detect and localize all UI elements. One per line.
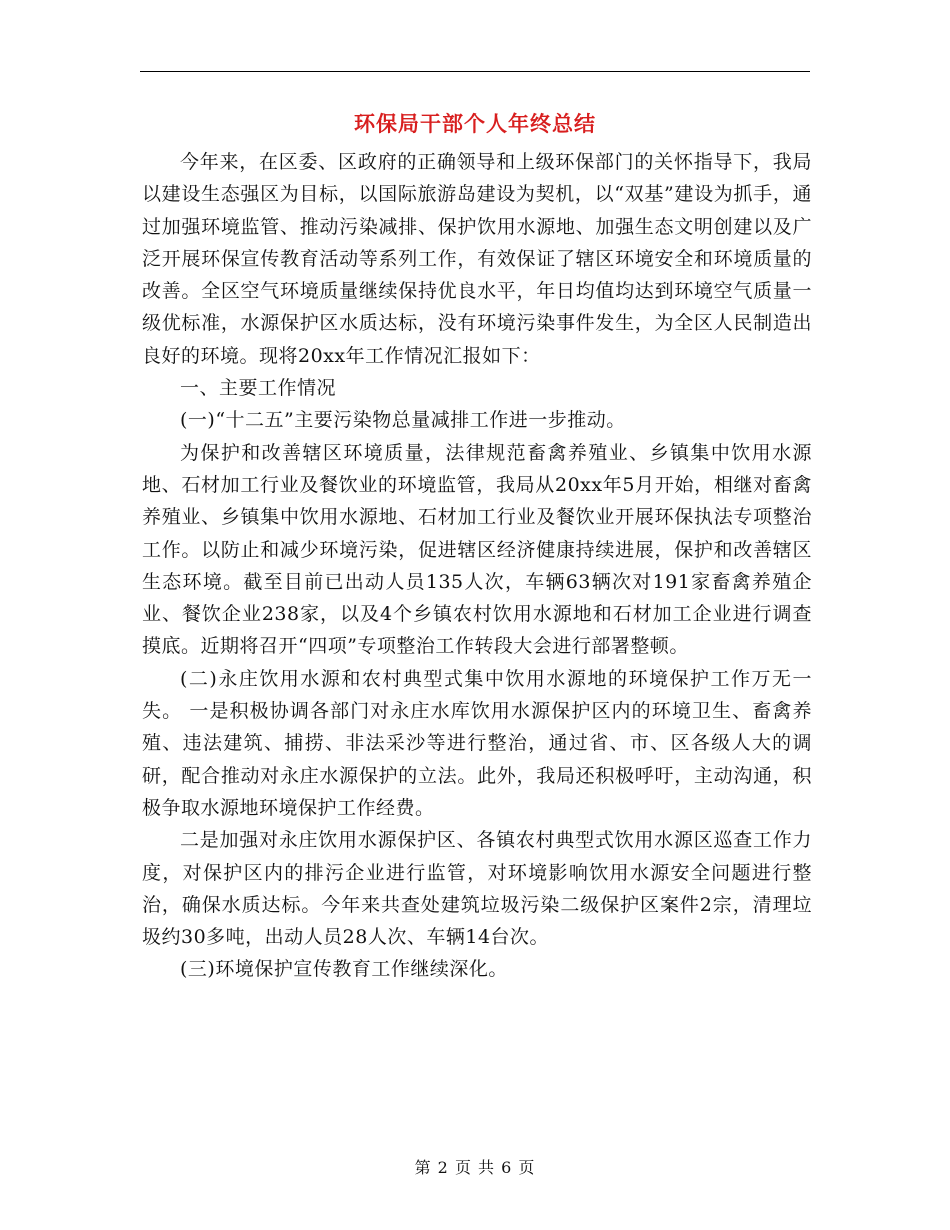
document-title: 环保局干部个人年终总结 xyxy=(354,111,596,136)
header-rule xyxy=(140,71,810,72)
section-heading-main-work: 一、主要工作情况 xyxy=(180,377,337,400)
paragraph-intro: 今年来，在区委、区政府的正确领导和上级环保部门的关怀指导下，我局以建设生态强区为目标，以国际旅游岛建设为契机，以“双基”建设为抓手，通过加强环境监管、推动污染减排、保护饮用水源地、加强生态文明创建以及广泛开展环保宣传教育活动等系列工作，有效保证了辖区环境安全和环境质量的改善。全区空气环境质量继续保持优良水平，年日均值均达到环境空气质量一级优标准，水源保护区水质达标，没有环境污染事件发生，为全区人民制造出良好的环境。现将20xx年工作情况汇报如下： xyxy=(142,151,812,367)
paragraph-enforcement: 为保护和改善辖区环境质量，法律规范畜禽养殖业、乡镇集中饮用水源地、石材加工行业及餐饮业的环境监管，我局从20xx年5月开始，相继对畜禽养殖业、乡镇集中饮用水源地、石材加工行业及餐饮业开展环保执法专项整治工作。以防止和减少环境污染，促进辖区经济健康持续进展，保护和改善辖区生态环境。截至目前已出动人员135人次，车辆63辆次对191家畜禽养殖企业、餐饮企业238家，以及4个乡镇农村饮用水源地和石材加工企业进行调查摸底。近期将召开“四项”专项整治工作转段大会进行部署整顿。 xyxy=(142,441,812,658)
subsection-heading-2: (二)永庄饮用水源和农村典型式集中饮用水源地的环境保护工作万无一失。 一是积极协调各部门对永庄水库饮用水源保护区内的环境卫生、畜禽养殖、违法建筑、捕捞、非法采沙等进行整治，通过省、市、区各级人大的调研，配合推动对永庄水源保护的立法。此外，我局还积极呼吁，主动沟通，积极争取水源地环境保护工作经费。 xyxy=(142,667,812,819)
subsection-heading-3: (三)环境保护宣传教育工作继续深化。 xyxy=(180,958,508,981)
subsection-heading-1: (一)“十二五”主要污染物总量减排工作进一步推动。 xyxy=(180,409,626,432)
page-number-footer: 第 2 页 共 6 页 xyxy=(414,1158,536,1177)
document-body xyxy=(142,146,812,986)
paragraph-inspection: 二是加强对永庄饮用水源保护区、各镇农村典型式饮用水源区巡查工作力度，对保护区内的排污企业进行监管，对环境影响饮用水源安全问题进行整治，确保水质达标。今年来共查处建筑垃圾污染二级保护区案件2宗，清理垃圾约30多吨，出动人员28人次、车辆14台次。 xyxy=(142,829,812,949)
